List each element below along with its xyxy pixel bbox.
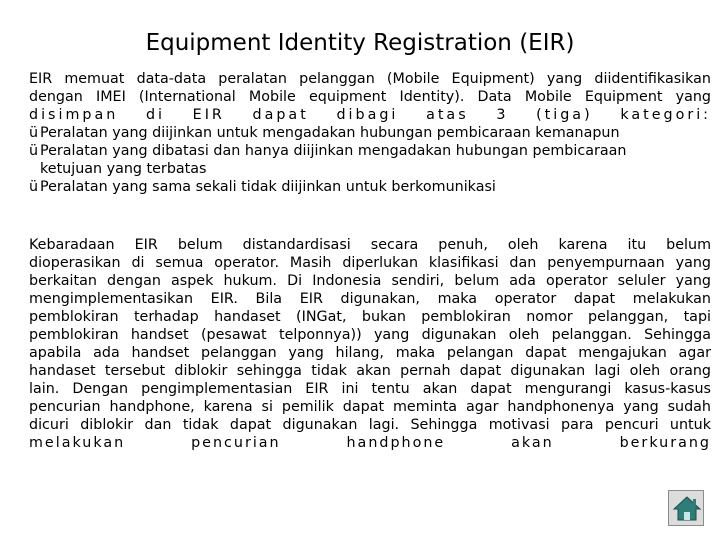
paragraph-line: mengimplementasikan EIR. Bila EIR digunakan, maka operator dapat melakukan — [29, 291, 711, 307]
paragraph-line: EIR memuat data-data peralatan pelanggan (Mobile Equipment) yang diidentifikasikan — [29, 71, 711, 87]
paragraph-line: pemblokiran terhadap handaset (INGat, bukan pemblokiran nomor pelanggan, tapi — [29, 309, 711, 325]
list-item-text: Peralatan yang dibatasi dan hanya diijinkan mengadakan hubungan pembicaraan — [40, 143, 627, 159]
paragraph-line: dicuri diblokir dan tidak dapat digunakan lagi. Sehingga motivasi para pencuri untuk — [29, 417, 711, 433]
list-item — [29, 178, 711, 196]
list-item-continuation: ketujuan yang terbatas — [40, 161, 207, 177]
paragraph-line: pemblokiran handset (pesawat telponnya)) yang digunakan oleh pelanggan. Sehingga — [29, 327, 711, 343]
page-title: Equipment Identity Registration (EIR) — [145, 30, 575, 56]
paragraph-line: Kebaradaan EIR belum distandardisasi secara penuh, oleh karena itu belum — [29, 237, 711, 253]
paragraph-line: melakukan pencurian handphone akan berkurang — [29, 435, 711, 451]
list-item-text: Peralatan yang diijinkan untuk mengadakan hubungan pembicaraan kemanapun — [40, 125, 620, 141]
paragraph-line: handaset tersebut diblokir sehingga tidak akan pernah dapat digunakan lagi oleh orang — [29, 363, 711, 379]
paragraph-line: apabila ada handset pelanggan yang hilang, maka pelangan dapat mengajukan agar — [29, 345, 711, 361]
paragraph-line: dengan IMEI (International Mobile equipment Identity). Data Mobile Equipment yang — [29, 89, 711, 105]
home-icon — [669, 491, 705, 527]
paragraph-line: lain. Dengan pengimplementasian EIR ini tentu akan dapat mengurangi kasus-kasus — [29, 381, 711, 397]
paragraph-line: berkaitan dengan aspek hukum. Di Indonesia sendiri, belum ada operator seluler yang — [29, 273, 711, 289]
list-item — [29, 124, 711, 142]
home-button[interactable] — [668, 490, 704, 526]
paragraph-line: pencurian handphone, karena si pemilik dapat meminta agar handphonenya yang sudah — [29, 399, 711, 415]
paragraph-line: dioperasikan di semua operator. Masih diperlukan klasifikasi dan penyempurnaan yang — [29, 255, 711, 271]
list-item-text: Peralatan yang sama sekali tidak diijinkan untuk berkomunikasi — [40, 179, 496, 195]
check-icon: ü — [29, 143, 39, 159]
check-icon: ü — [29, 125, 39, 141]
list-item — [29, 142, 711, 160]
check-icon: ü — [29, 179, 39, 195]
paragraph-line: disimpan di EIR dapat dibagi atas 3 (tiga) kategori: — [29, 107, 711, 123]
